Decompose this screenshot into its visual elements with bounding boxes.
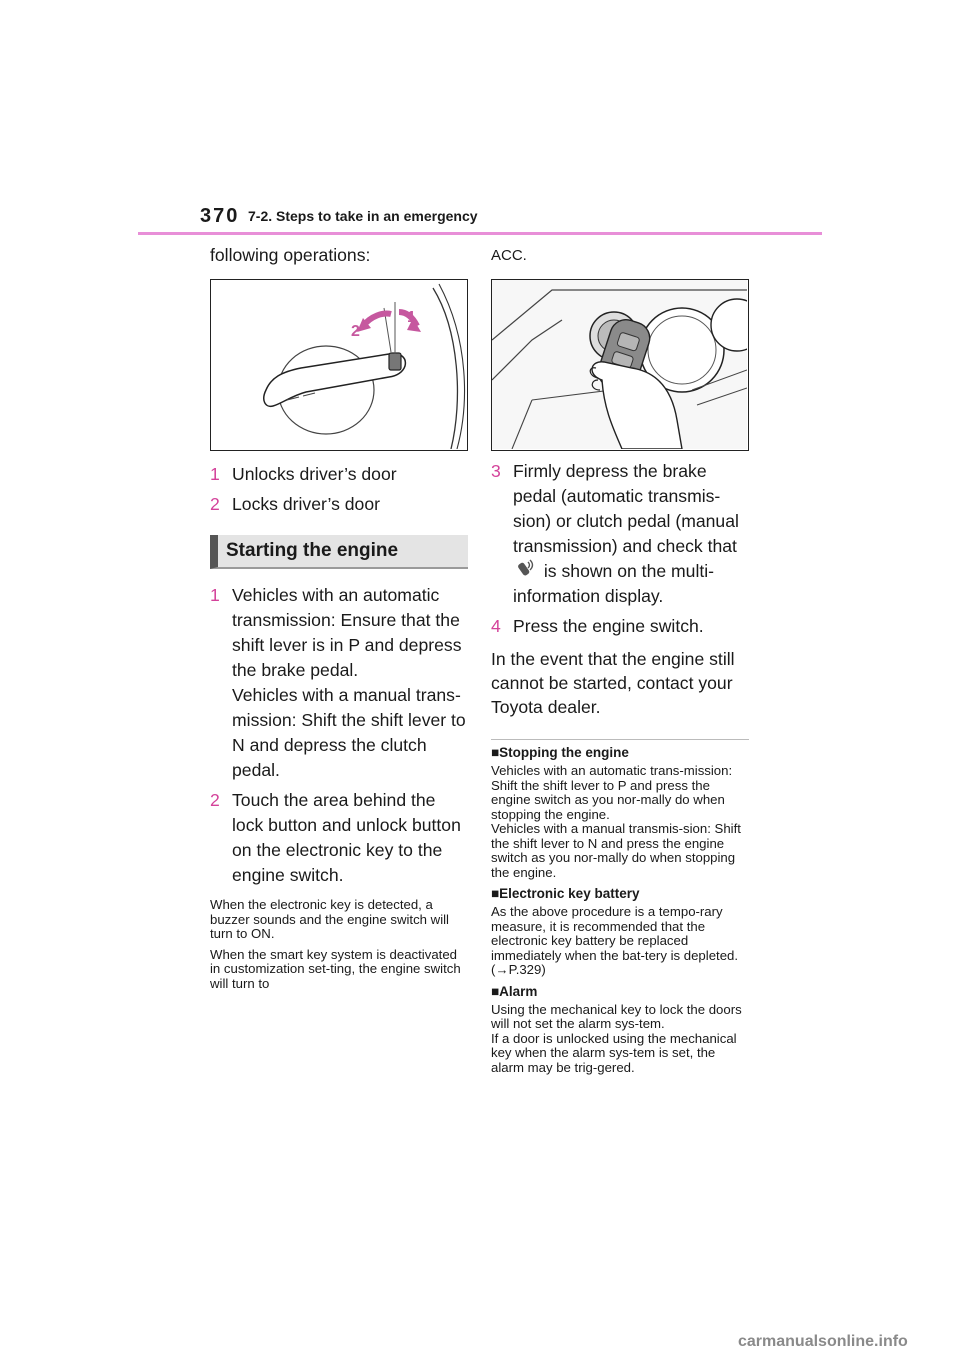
step-text: Locks driver’s door xyxy=(232,494,380,514)
info-paragraph: Vehicles with an automatic trans-mission: Shift the shift lever to P and press the engine switch as you nor-mally do when stopping the engine. xyxy=(491,763,733,822)
figure-label-1: 1 xyxy=(407,309,416,326)
divider xyxy=(491,739,749,740)
header-rule xyxy=(138,232,822,235)
square-bullet-icon: ■ xyxy=(491,983,500,999)
page-number: 370 xyxy=(200,205,240,227)
arrow-right-icon: → xyxy=(495,962,509,977)
engine-switch-icon xyxy=(492,280,747,449)
step-text: Firmly depress the brake pedal (automatic transmis-sion) or clutch pedal (manual transmission) and check that xyxy=(513,461,739,556)
closing-paragraph: In the event that the engine still cannot be started, contact your Toyota dealer. xyxy=(491,649,735,717)
step-text: Touch the area behind the lock button and unlock button on the electronic key to the engine switch. xyxy=(232,790,461,885)
step-number: 4 xyxy=(491,616,501,636)
step-text: Press the engine switch. xyxy=(513,616,704,636)
info-paragraph: As the above procedure is a tempo-rary measure, it is recommended that the electronic key battery be replaced immediately when the bat-tery is depleted. ( xyxy=(491,904,739,977)
section-banner-title: Starting the engine xyxy=(226,540,399,561)
right-column xyxy=(491,243,749,1081)
intro-text: following operations: xyxy=(210,245,371,265)
info-paragraph: Using the mechanical key to lock the doors will not set the alarm sys-tem. xyxy=(491,1001,742,1031)
square-bullet-icon: ■ xyxy=(491,745,500,760)
engine-step-3 xyxy=(491,459,749,609)
watermark: carmanualsonline.info xyxy=(738,1333,908,1350)
step-number: 2 xyxy=(210,494,220,514)
continuation-text: ACC. xyxy=(491,247,527,264)
door-step-2 xyxy=(210,492,468,517)
step-number: 2 xyxy=(210,790,220,810)
step-number: 3 xyxy=(491,461,501,481)
note-paragraph: When the smart key system is deactivated in customization set-ting, the engine switch will turn to xyxy=(210,946,461,991)
info-heading: ■Electronic key battery xyxy=(491,886,640,901)
engine-switch-figure xyxy=(491,279,749,451)
door-handle-figure xyxy=(210,279,468,451)
info-key-battery: ■Electronic key battery As the above procedure is a tempo-rary measure, it is recommended that the electronic key battery be replaced immediately when the bat-tery is depleted. (→P.329) xyxy=(491,886,749,978)
square-bullet-icon: ■ xyxy=(491,886,500,901)
step-text: Unlocks driver’s door xyxy=(232,464,397,484)
info-paragraph: Vehicles with a manual transmis-sion: Shift the shift lever to N and press the engine switch as you nor-mally do when stopping the engine. xyxy=(491,821,741,880)
door-step-1 xyxy=(210,462,468,487)
info-paragraph: If a door is unlocked using the mechanical key when the alarm sys-tem is set, the alarm may be trig-gered. xyxy=(491,1030,737,1075)
engine-step-2 xyxy=(210,788,468,888)
step-number: 1 xyxy=(210,585,220,605)
engine-step-1 xyxy=(210,583,468,783)
info-stopping-engine xyxy=(491,745,749,880)
engine-step-4 xyxy=(491,614,749,639)
section-banner xyxy=(210,535,468,569)
left-column xyxy=(210,243,468,997)
key-indicator-icon xyxy=(513,559,539,584)
door-handle-icon xyxy=(211,280,466,449)
section-title: 7-2. Steps to take in an emergency xyxy=(248,208,478,224)
page-reference-link[interactable]: P.329 xyxy=(508,962,542,977)
step-number: 1 xyxy=(210,464,220,484)
info-alarm xyxy=(491,984,749,1076)
step-text-after: is shown on the multi-information display. xyxy=(513,561,715,606)
figure-label-2: 2 xyxy=(351,323,360,340)
note-paragraph: When the electronic key is detected, a buzzer sounds and the engine switch will turn to ON. xyxy=(210,897,449,941)
info-heading: ■Alarm xyxy=(491,983,538,999)
step-text-manual: Vehicles with a manual trans-mission: Shift the shift lever to N and depress the clutch pedal. xyxy=(232,685,466,780)
info-heading: ■Stopping the engine xyxy=(491,745,629,760)
step-text: Vehicles with an automatic transmission: Ensure that the shift lever is in P and depress the brake pedal. xyxy=(232,585,462,680)
